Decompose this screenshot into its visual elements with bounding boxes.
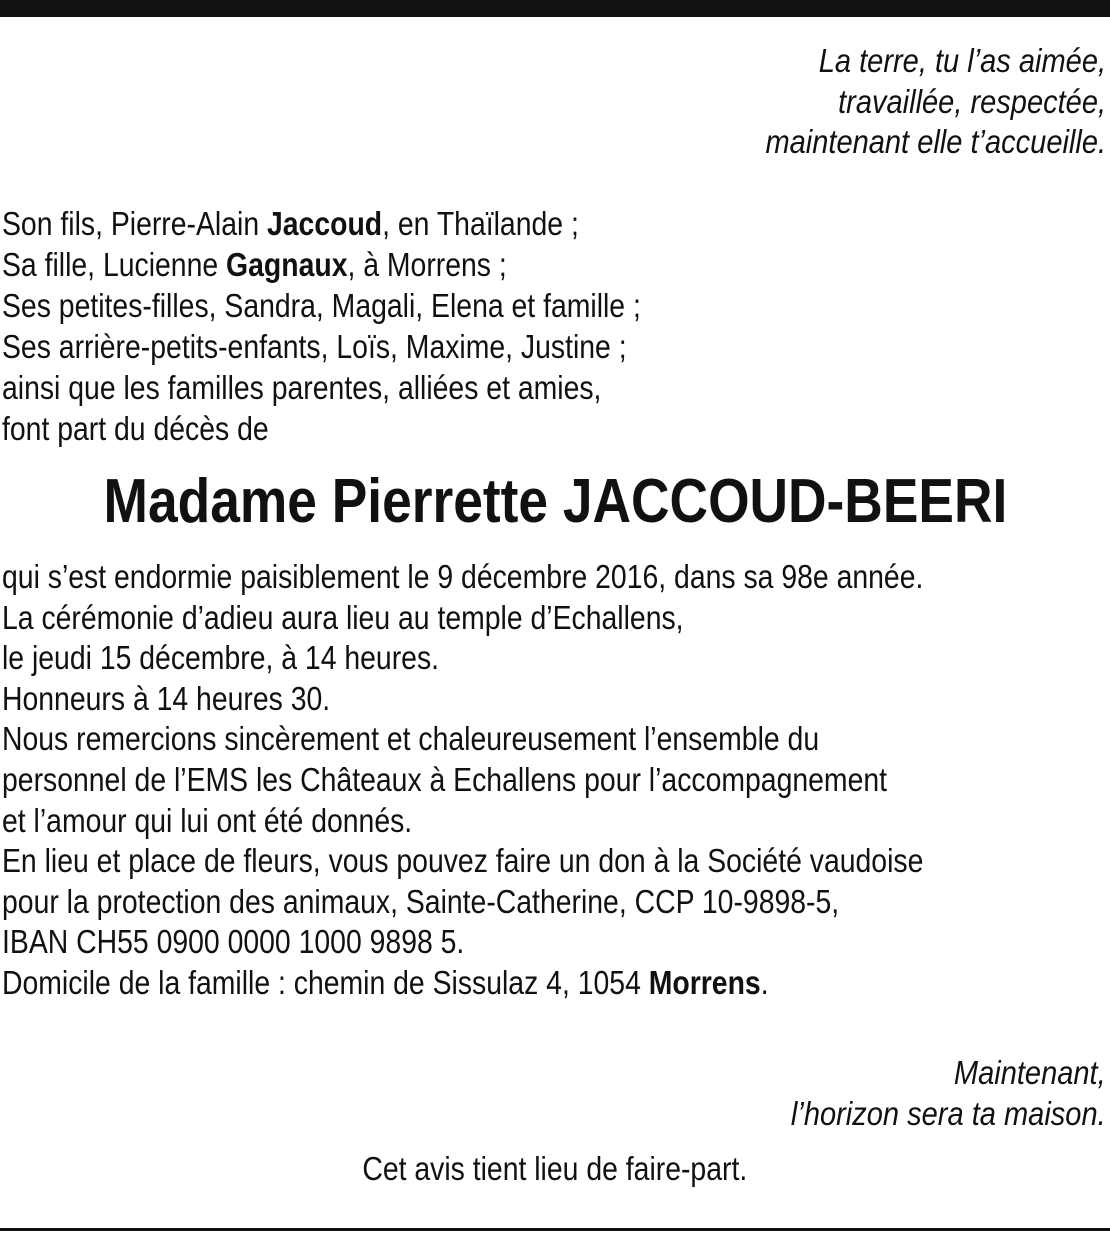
surname-bold: Jaccoud (266, 205, 383, 242)
epigraph-line: maintenant elle t’accueille. (765, 123, 1106, 160)
notice-line (0, 1148, 1110, 1190)
epigraph-line: La terre, tu l’as aimée, (818, 42, 1106, 79)
closing-epigraph (748, 1053, 1106, 1134)
family-address-line: Domicile de la famille : chemin de Sissulaz 4, 1054 Morrens. (2, 963, 769, 1001)
town-bold: Morrens (648, 963, 761, 1001)
epigraph-line: l’horizon sera ta maison. (791, 1094, 1106, 1132)
epigraph-line: Maintenant, (954, 1054, 1106, 1091)
surname-bold: Gagnaux (226, 246, 348, 283)
family-line: Ses petites-filles, Sandra, Magali, Elena et famille ; (2, 287, 641, 324)
bottom-rule (0, 1228, 1110, 1231)
body-line: Honneurs à 14 heures 30. (2, 679, 331, 717)
family-announcement (2, 203, 641, 449)
top-rule (0, 0, 1110, 17)
family-line: font part du décès de (2, 410, 269, 447)
body-line: personnel de l’EMS les Châteaux à Echallens pour l’accompagnement (2, 760, 888, 798)
notice-text: Cet avis tient lieu de faire-part. (362, 1150, 748, 1187)
deceased-name: Madame Pierrette JACCOUD-BEERI (103, 467, 1007, 536)
body-line: et l’amour qui lui ont été donnés. (2, 801, 413, 839)
family-line: Ses arrière-petits-enfants, Loïs, Maxime, Justine ; (2, 328, 627, 365)
family-line: Son fils, Pierre-Alain Jaccoud, en Thaïlande ; (2, 205, 579, 242)
family-line: ainsi que les familles parentes, alliées et amies, (2, 369, 602, 406)
body-line: IBAN CH55 0900 0000 1000 9898 5. (2, 923, 465, 961)
body-line: En lieu et place de fleurs, vous pouvez faire un don à la Société vaudoise (2, 842, 924, 880)
obituary-body (2, 557, 923, 1004)
family-line: Sa fille, Lucienne Gagnaux, à Morrens ; (2, 246, 507, 283)
body-line: Nous remercions sincèrement et chaleureusement l’ensemble du (2, 720, 820, 758)
epigraph-line: travaillée, respectée, (838, 82, 1106, 120)
body-line: qui s’est endormie paisiblement le 9 décembre 2016, dans sa 98e année. (2, 558, 924, 595)
body-line: La cérémonie d’adieu aura lieu au temple d’Echallens, (2, 598, 684, 636)
body-line: pour la protection des animaux, Sainte-Catherine, CCP 10-9898-5, (2, 882, 840, 920)
opening-epigraph (719, 41, 1106, 163)
deceased-name-heading (0, 462, 1110, 542)
body-line: le jeudi 15 décembre, à 14 heures. (2, 639, 440, 677)
